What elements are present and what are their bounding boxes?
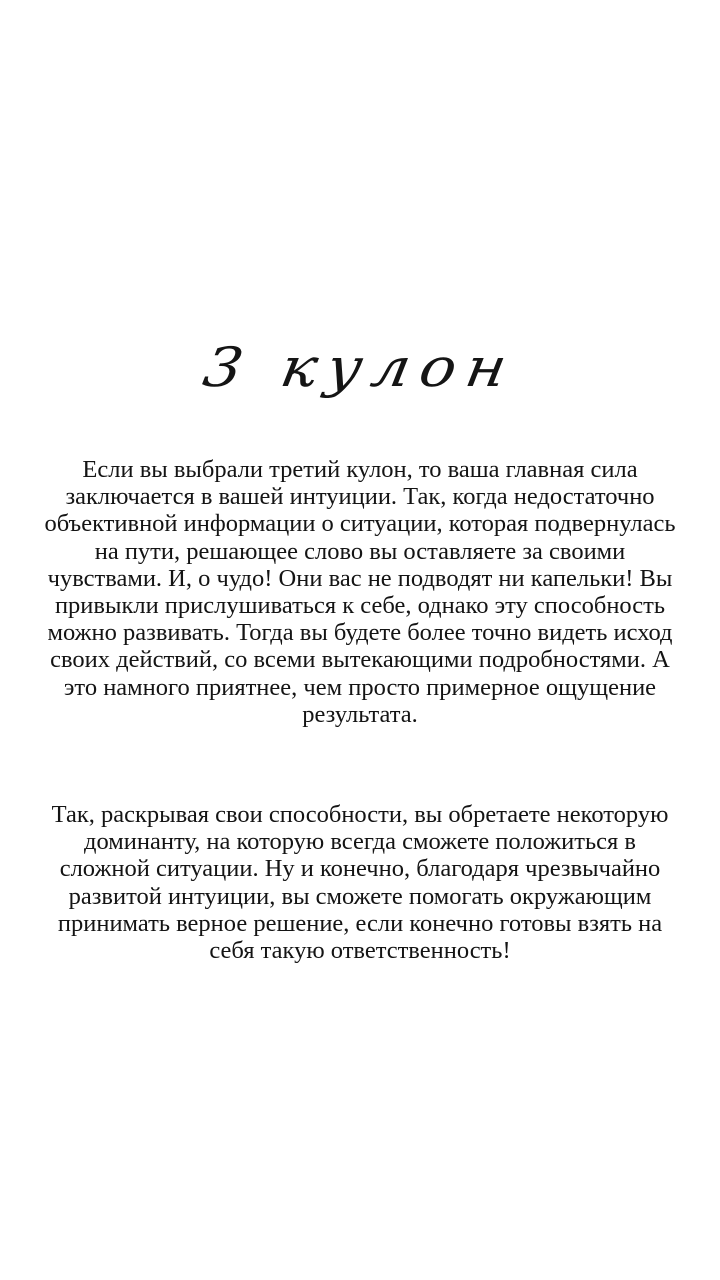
paragraph-2: Так, раскрывая свои способности, вы обретаете некоторую доминанту, на которую всегда сможете положиться в сложной ситуации. Ну и конечно, благодаря чрезвычайно развитой интуиции, вы сможете помогать окружающим принимать верное решение, если конечно готовы взять на себя такую ответственность! (51, 801, 669, 965)
paragraph-1: Если вы выбрали третий кулон, то ваша главная сила заключается в вашей интуиции. Так, когда недостаточно объективной информации о ситуации, которая подвернулась на пути, решающее слово вы оставляете за своими чувствами. И, о чудо! Они вас не подводят ни капельки! Вы привыкли прислушиваться к себе, однако эту способность можно развивать. Тогда вы будете более точно видеть исход своих действий, со всеми вытекающими подробностями. А это намного приятнее, чем просто примерное ощущение результата. (44, 456, 676, 728)
page-title: 3 кулон (198, 336, 522, 400)
